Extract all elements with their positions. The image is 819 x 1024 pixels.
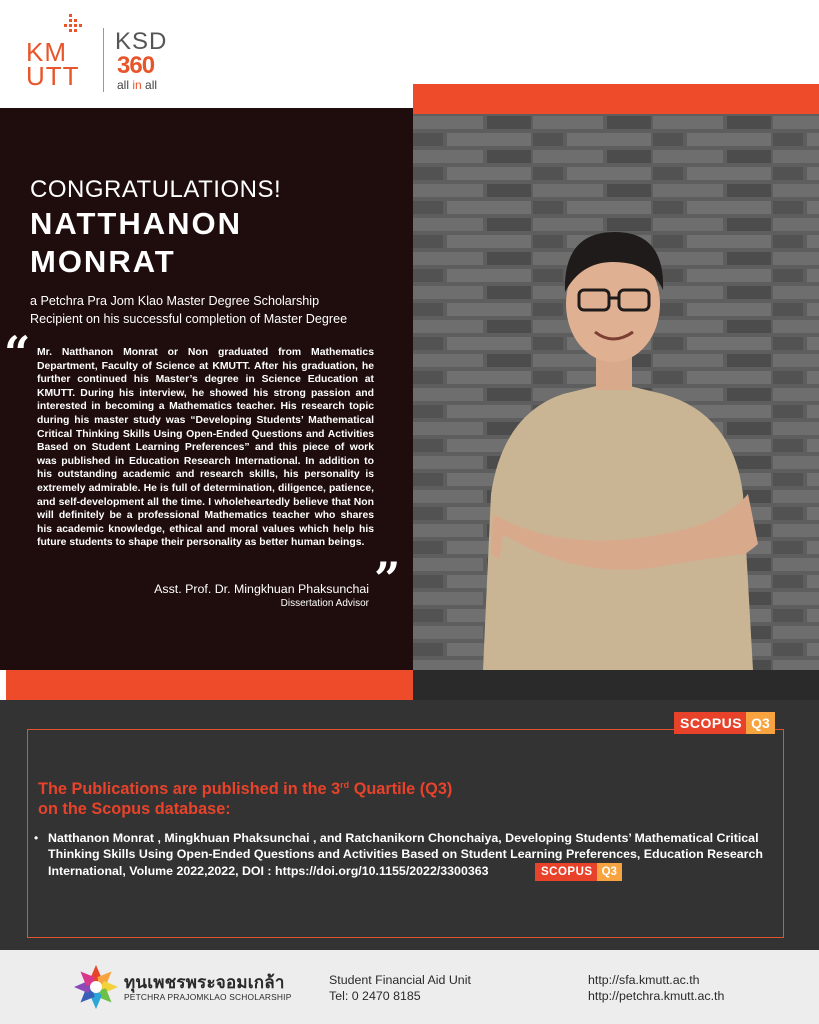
kmutt-logo-text — [26, 37, 80, 91]
kmutt-logo — [26, 14, 92, 94]
unit-telephone: Tel: 0 2470 8185 — [329, 989, 421, 1003]
publication-citation[interactable]: Natthanon Monrat , Mingkhuan Phaksunchai , and Ratchanikorn Chonchaiya, Developing Students’ Mathematical Critical Thinking Skills Using Open-Ended Questions and Activities Based on Student Learning Preferences, Education Research International, Volume 2022,2022, DOI : https://doi.org/10.1155/2022/3300363 — [48, 831, 763, 878]
ksd-logo-tagline — [117, 78, 157, 92]
subtitle-line1: a Petchra Pra Jom Klao Master Degree Scholarship — [30, 294, 320, 308]
advisor-role: Dissertation Advisor — [280, 598, 369, 609]
petchra-scholarship-logo-icon — [72, 963, 120, 1011]
quartile-label: Q3 — [746, 712, 775, 734]
recipient-first-name: NATTHANON — [30, 206, 243, 241]
portrait-illustration — [413, 114, 819, 670]
petchra-website-link[interactable]: http://petchra.kmutt.ac.th — [588, 989, 725, 1003]
heading-line1-pre: The Publications are published in the 3 — [38, 780, 341, 798]
heading-line2: on the Scopus database: — [38, 800, 231, 818]
ksd360-logo — [115, 28, 195, 94]
heading-line1-post: Quartile (Q3) — [349, 780, 453, 798]
subtitle-line2: Recipient on his successful completion of Master Degree — [30, 312, 348, 326]
portrait-photo — [413, 114, 819, 670]
ksd-logo-title: KSD — [115, 28, 168, 55]
tagline-pre: all — [117, 78, 133, 92]
heading-sup: rd — [340, 780, 350, 790]
scopus-label: SCOPUS — [535, 863, 597, 881]
top-accent-bar — [413, 84, 819, 114]
recipient-last-name: MONRAT — [30, 244, 176, 279]
publications-heading — [38, 775, 598, 819]
kmutt-logo-line2: UTT — [26, 61, 80, 91]
tagline-post: all — [141, 78, 158, 92]
recipient-subtitle — [30, 292, 400, 328]
close-quote-icon: ” — [374, 552, 401, 606]
scopus-q3-inline-badge — [535, 863, 622, 881]
unit-name: Student Financial Aid Unit — [329, 973, 471, 987]
kmutt-logo-line1: KM — [26, 37, 67, 67]
citation-bullet: • — [34, 831, 39, 845]
scopus-q3-badge — [674, 712, 775, 734]
ksd-logo-number: 360 — [117, 52, 155, 79]
scopus-label: SCOPUS — [674, 712, 746, 734]
quartile-label: Q3 — [597, 863, 622, 881]
header-divider — [103, 28, 104, 92]
sfa-website-link[interactable]: http://sfa.kmutt.ac.th — [588, 973, 700, 987]
scholarship-name-english: PETCHRA PRAJOMKLAO SCHOLARSHIP — [124, 992, 292, 1002]
bottom-dark-strip — [413, 670, 819, 700]
footer — [0, 950, 819, 1024]
scholarship-name-thai: ทุนเพชรพระจอมเกล้า — [124, 973, 285, 992]
advisor-name: Asst. Prof. Dr. Mingkhuan Phaksunchai — [154, 582, 369, 596]
tagline-in: in — [132, 78, 142, 92]
bottom-accent-bar — [6, 670, 413, 700]
testimonial-text: Mr. Natthanon Monrat or Non graduated from Mathematics Department, Faculty of Science at KMUTT. After his graduation, he further continued his Master’s degree in Science Education at KMUTT. During his interview, he showed his strong passion and interested in becoming a Mathematics teacher. His research topic during his master study was “Developing Students’ Mathematical Critical Thinking Skills Using Open-Ended Questions and Activities Based on Student Learning Preferences” and this piece of work was published in Education Research International. In addition to his outstanding academic and research skills, his personality is extremely admirable. He is full of determination, diligence, patience, and self-development all the time. I wholeheartedly believe that Non will definitely be a professional Mathematics teacher who shares his academic knowledge, ethical and moral values which help his future students to shape their personality as better human beings. — [37, 347, 374, 549]
open-quote-icon: “ — [4, 326, 31, 380]
congratulations-heading: CONGRATULATIONS! — [30, 176, 282, 203]
